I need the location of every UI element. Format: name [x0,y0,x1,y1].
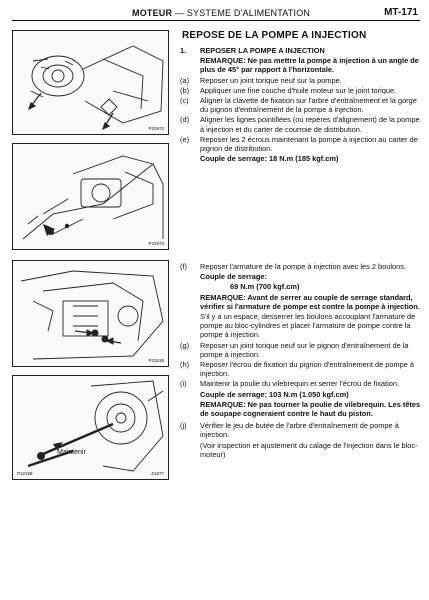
item-b: (b) Appliquer une fine couche d'huile moteur sur le joint torique. [180,85,397,95]
item-f-torque-label: Couple de serrage: [200,272,267,282]
item-g: (g) Reposer un joint torique neuf sur le pignon d'entraînement de la pompe à injection. [180,340,409,359]
figure-callout-label: Maintenir [57,449,86,456]
figure-pump-stay [12,260,169,367]
header-rule [12,20,420,21]
item-f: (f) Reposer l'armature de la pompe à injection avec les 2 boulons. [180,262,407,271]
figure-code: P22972 [148,126,164,131]
figure-alignment-marks [12,143,169,250]
item-j: (j) Vérifier le jeu de butée de l'arbre d'entraînement de pompe à injection. [180,421,399,440]
figure-code: P22973 [148,241,164,246]
item-i-torque: Couple de serrage: 103 N.m (1.050 kgf.cm) [200,389,349,399]
step-f-block [180,262,424,460]
item-i: (i) Maintenir la poulie du vilebrequin et serrer l'écrou de fixation. [180,379,400,389]
item-f-note: S'il y a un espace, desserrer les boulons accouplant l'armature de pompe au bloc-cylindres et placer l'armature de pompe contre la pompe à injection. [200,312,416,340]
item-c: (c) Aligner la clavette de fixation sur l'arbre d'entraînement et la gorge du pignon d'entraînement de la pompe à injection. [180,96,417,115]
page-header [12,6,420,22]
figure-code: P22618 [148,358,164,363]
pump-stay-illustration [13,261,169,367]
item-d: (d) Aligner les lignes pointillées (ou repères d'alignement) de la pompe à injection et du carter de courroie de distribution. [180,115,420,134]
step-1-block [180,46,424,164]
engine-illustration [13,144,169,250]
item-f-remark: REMARQUE: Avant de serrer au couple de serrage standard, vérifier si l'armature de pompe est contre la pompe à injection. [200,292,420,311]
item-e: (e) Reposer les 2 écrous maintenant la pompe à injection au carter de pignon de distribution. [180,134,418,154]
page-title: REPOSE DE LA POMPE A INJECTION [182,30,367,41]
item-h: (h) Reposer l'écrou de fixation du pignon d'entraînement de pompe à injection. [180,360,415,379]
section-title: MOTEUR — SYSTEME D'ALIMENTATION [132,8,311,18]
item-e-torque: Couple de serrage: 18 N.m (185 kgf.cm) [200,154,339,164]
pump-illustration [13,31,169,135]
step-1-remark: REMARQUE: Ne pas mettre la pompe à injection à un angle de plus de 45° par rapport à l'horizontale. [200,56,419,75]
page-number: MT-171 [384,7,418,18]
figure-code-left: P12198 [17,471,33,476]
item-j-note: (Voir inspection et ajustement du calage de l'injection dans le bloc-moteur) [200,440,418,459]
item-f-torque-value: 69 N.m (700 kgf.cm) [230,282,300,292]
figure-code: Z1577 [151,471,164,476]
figure-crankshaft-pulley [12,375,169,480]
item-a: (a) Reposer un joint torique neuf sur la pompe. [180,75,342,85]
pulley-illustration [13,376,169,480]
item-i-remark: REMARQUE: Ne pas tourner la poulie de vilebrequin. Les têtes de soupape cogneraient contre le haut du piston. [200,399,421,419]
step-1-heading: 1. REPOSER LA POMPE A INJECTION [180,46,325,55]
figure-pump-orientation [12,30,169,135]
